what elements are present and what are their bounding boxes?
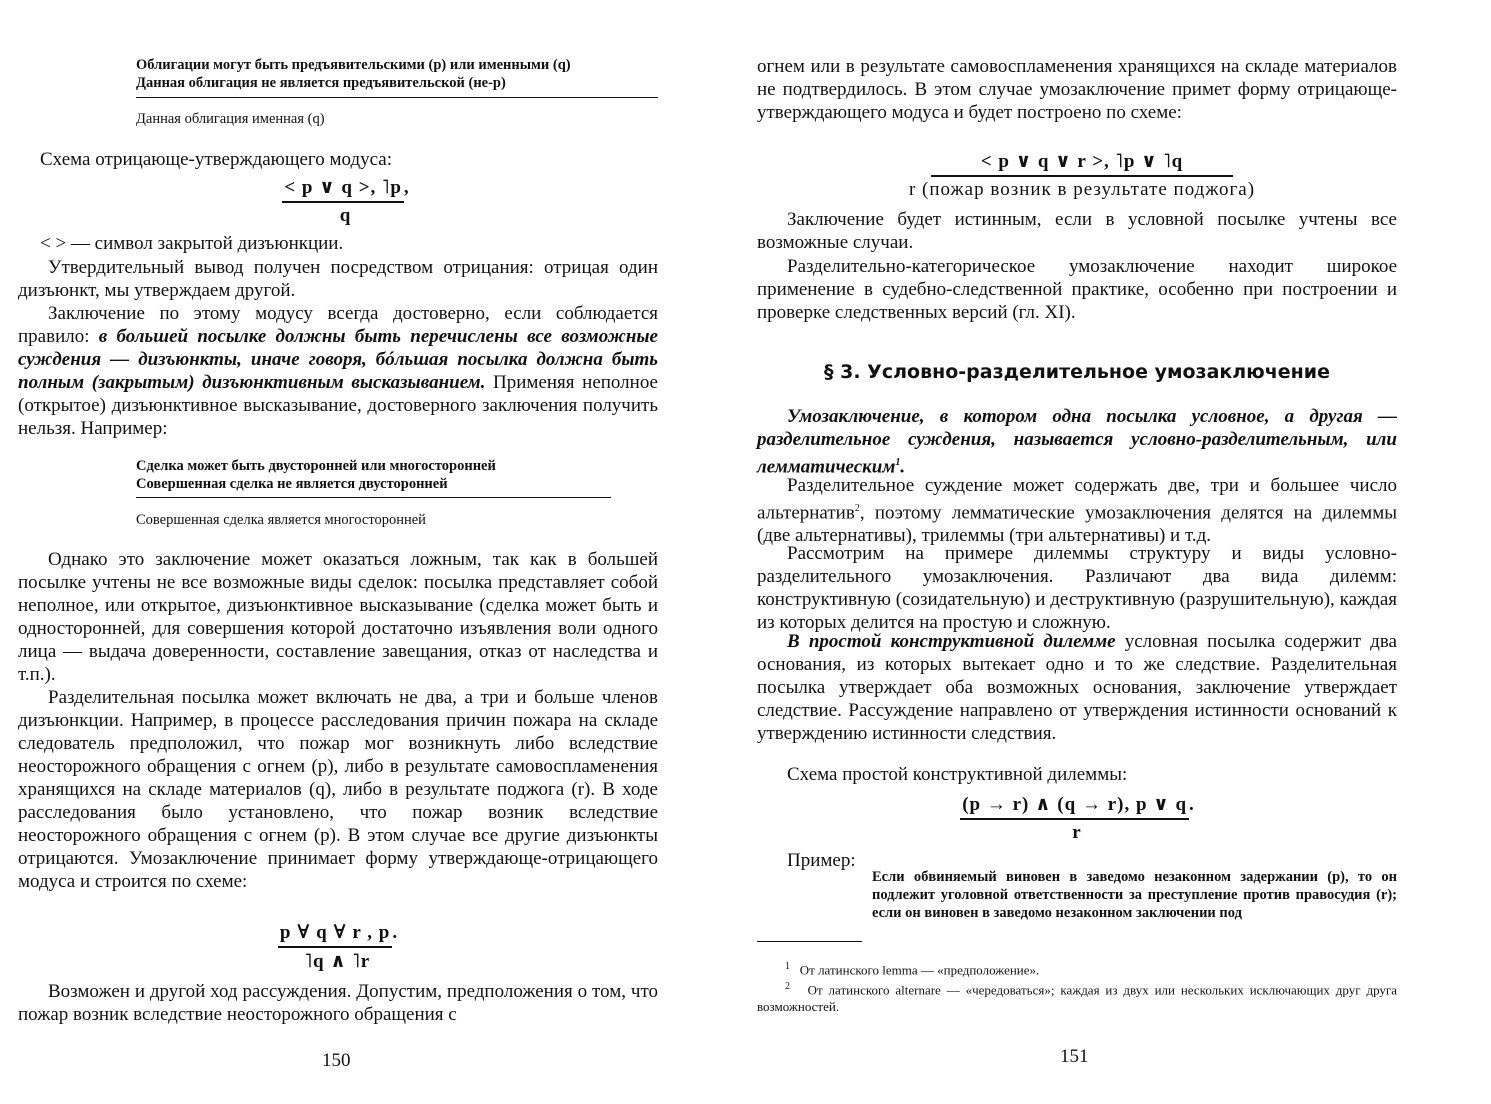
formula-r1	[882, 150, 1282, 201]
scheme-label-r: Схема простой конструктивной дилеммы:	[787, 764, 1128, 785]
example-1-conclusion: Данная облигация именная (q)	[136, 111, 325, 127]
right-page	[757, 0, 1397, 1104]
footnote-2	[757, 978, 1397, 1015]
formula-2	[270, 921, 405, 973]
paragraph-r4-text-a: Разделительное суждение может содержать две, три и большее число альтернатив	[757, 475, 1397, 524]
footnote-1-text: От латинского lemma — «предположение».	[799, 962, 1040, 978]
formula-1-conclusion: q	[339, 205, 352, 226]
example-2-divider	[136, 497, 611, 498]
definition-end: .	[900, 456, 906, 478]
paragraph-r4-text-b: , поэтому лемматические умозаключения делятся на дилеммы (две альтернативы), трилеммы (три альтернативы) и т.д.	[757, 502, 1397, 547]
example-2	[136, 457, 616, 493]
formula-1	[273, 176, 418, 227]
paragraph-2-text-a: Заключение по этому модусу всегда достоверно, если соблюдается правило:	[18, 303, 658, 347]
paragraph-2-rule: в большей посылке должны быть перечислены все возможные суждения — дизъюнкты, иначе говоря, бóльшая посылка должна быть полным (закрытым) дизъюнктивным высказыванием.	[18, 326, 658, 393]
formula-2-conclusion: ˥q ∧ ˥r	[304, 951, 371, 972]
footnote-ref-2[interactable]: 2	[854, 503, 860, 514]
formula-r1-premises: < p ∨ q ∨ r >, ˥p ∨ ˥q	[931, 150, 1233, 177]
example-1-divider	[136, 97, 658, 98]
example-2-premise-1: Сделка может быть двусторонней или многосторонней	[136, 458, 496, 474]
symbol-note: < > — символ закрытой дизъюнкции.	[40, 233, 344, 254]
formula-1-comma: ,	[403, 177, 409, 198]
footnote-1-number: 1	[785, 961, 790, 972]
footnote-1	[785, 958, 1397, 978]
paragraph-r5: Рассмотрим на примере дилеммы структуру и виды условно-разделительного умозаключения. Различают два вида дилемм: конструктивную (созидательную) и деструктивную (разрушительную), каждая из которых делится на простую и сложную.	[757, 543, 1397, 633]
paragraph-1: Утвердительный вывод получен посредством отрицания: отрицая один дизъюнкт, мы утверждаем другой.	[18, 257, 658, 301]
page-number-151: 151	[1060, 1046, 1089, 1067]
footnote-divider	[757, 941, 862, 942]
scheme-label: Схема отрицающе-утверждающего модуса:	[40, 149, 393, 170]
example-2-conclusion: Совершенная сделка является многосторонней	[136, 512, 426, 528]
formula-1-premises: < p ∨ q >, ˥p	[282, 176, 404, 203]
formula-2-premises: p ∀ q ∀ r , p	[278, 921, 392, 948]
example-2-premise-2: Совершенная сделка не является двусторонней	[136, 476, 448, 492]
paragraph-r6-term: В простой конструктивной дилемме	[787, 631, 1116, 652]
page-number-150: 150	[322, 1050, 351, 1071]
example-1	[136, 56, 656, 92]
formula-r2-dot: .	[1189, 794, 1194, 815]
example-label: Пример:	[787, 850, 856, 871]
footnote-2-text: От латинского alternare — «чередоваться»; каждая из двух или нескольких исключающих друг друга возможностей.	[757, 982, 1397, 1015]
example-1-premise-2: Данная облигация не является предъявительской (не-р)	[136, 75, 506, 91]
paragraph-r3: Разделительно-категорическое умозаключение находит широкое применение в судебно-следственной практике, особенно при построении и проверке следственных версий (гл. XI).	[757, 256, 1397, 323]
example-text: Если обвиняемый виновен в заведомо незаконном задержании (р), то он подлежит уголовной ответственности за преступление против правосудия (r); если он виновен в заведомо незаконном заключении под	[872, 869, 1397, 921]
paragraph-4: Разделительная посылка может включать не два, а три и больше членов дизъюнкции. Например, в процессе расследования причин пожара на складе следователь предположил, что пожар мог возникнуть либо вследствие неосторожного обращения с огнем (p), либо в результате самовоспламенения хранящихся на складе материалов (q), либо в результате поджога (r). В ходе расследования было установлено, что пожар возник вследствие неосторожного обращения с огнем (p). В этом случае все другие дизъюнкты отрицаются. Умозаключение принимает форму утверждающе-отрицающего модуса и строится по схеме:	[18, 687, 658, 892]
formula-r2	[947, 793, 1207, 844]
formula-r2-conclusion: r	[1072, 822, 1082, 843]
paragraph-r6-text: условная посылка содержит два основания, из которых вытекает одно и то же следствие. Разделительная посылка утверждает оба возможных основания, заключение утверждает следствие. Рассуждение направлено от утверждения истинности оснований к утверждению истинности следствия.	[757, 631, 1397, 744]
formula-2-dot: .	[392, 922, 398, 943]
paragraph-r1: огнем или в результате самовоспламенения хранящихся на складе материалов не подтвердилось. В этом случае умозаключение примет форму отрицающе-утверждающего модуса и будет построено по схеме:	[757, 56, 1397, 123]
section-heading: § 3. Условно-разделительное умозаключение	[824, 361, 1330, 383]
paragraph-5: Возможен и другой ход рассуждения. Допустим, предположения о том, что пожар возник вследствие неосторожного обращения с	[18, 981, 658, 1025]
footnote-2-number: 2	[785, 981, 790, 992]
left-page	[18, 0, 658, 1104]
example-1-premise-1: Облигации могут быть предъявительскими (р) или именными (q)	[136, 57, 571, 73]
paragraph-r4	[757, 474, 1397, 547]
paragraph-r6	[757, 630, 1397, 745]
definition	[757, 405, 1397, 478]
footnote-ref-1[interactable]: 1	[895, 457, 901, 468]
paragraph-2	[18, 302, 658, 440]
formula-r1-conclusion: r (пожар возник в результате поджога)	[908, 179, 1256, 200]
paragraph-2-text-c: Применяя неполное (открытое) дизъюнктивное высказывание, достоверного заключения получить нельзя. Например:	[18, 372, 658, 439]
definition-text: Умозаключение, в котором одна посылка условное, а другая — разделительное суждения, называется условно-разделительным, или лемматическим	[757, 406, 1397, 478]
paragraph-r2: Заключение будет истинным, если в условной посылке учтены все возможные случаи.	[757, 209, 1397, 253]
formula-r2-premises: (p → r) ∧ (q → r), p ∨ q	[960, 793, 1189, 820]
paragraph-3: Однако это заключение может оказаться ложным, так как в большей посылке учтены не все возможные виды сделок: посылка представляет собой неполное, или открытое, дизъюнктивное высказывание (сделка может быть и односторонней, для совершения которой достаточно изъявления воли одного лица — выдача доверенности, составление завещания, отказ от наследства и т.п.).	[18, 549, 658, 685]
